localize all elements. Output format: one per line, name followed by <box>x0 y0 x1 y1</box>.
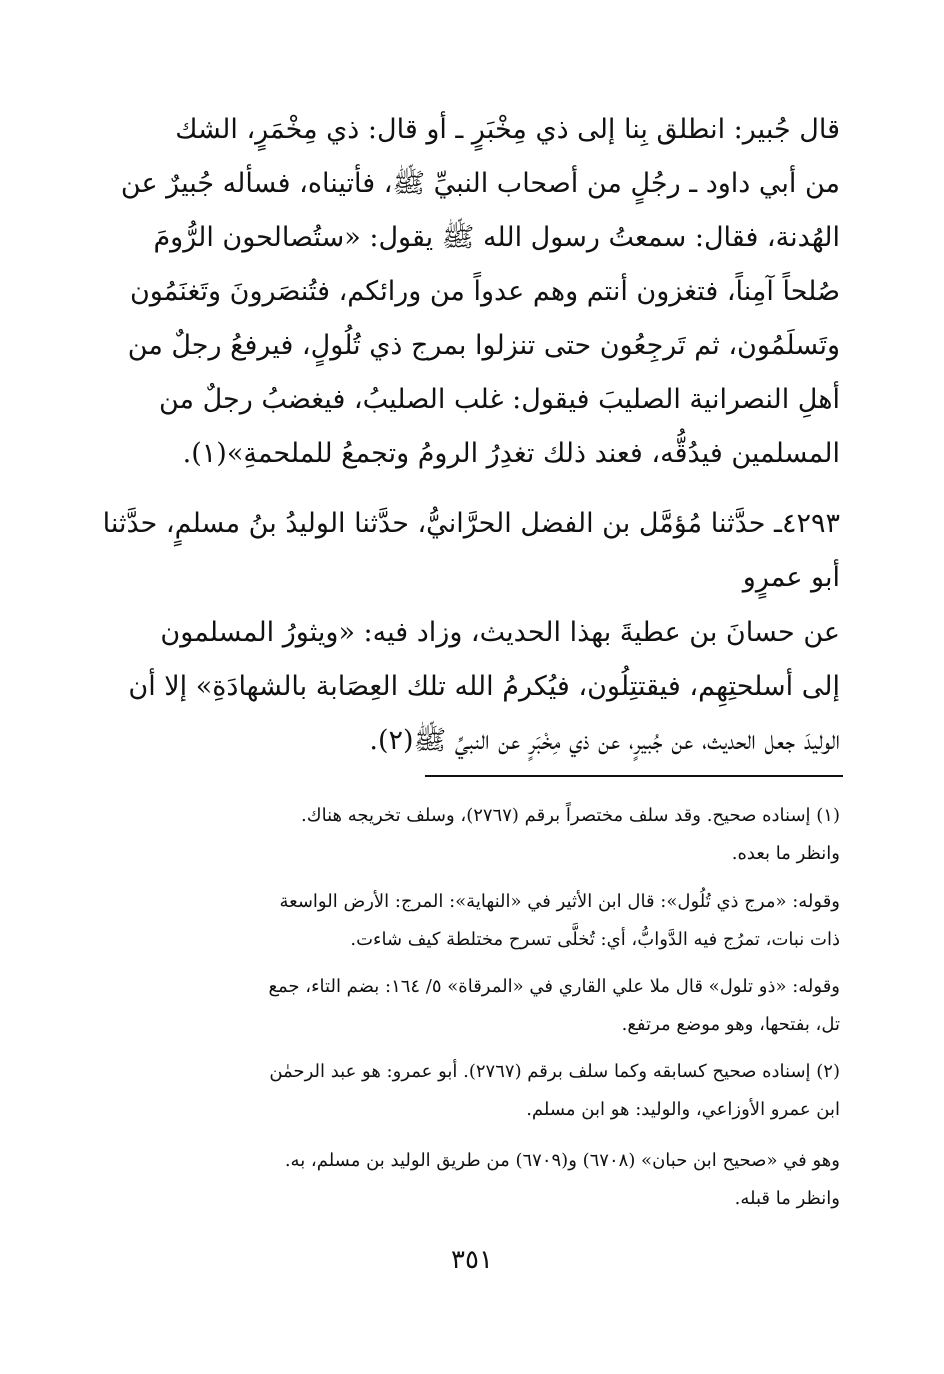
footnote-line: وقوله: «ذو تلول» قال ملا علي القاري في «المرقاة» ٥/ ١٦٤: بضم التاء، جمع <box>268 976 840 997</box>
footnote-line: تل، بفتحها، وهو موضع مرتفع. <box>621 1014 840 1035</box>
hadith-paragraph-1 <box>100 103 840 481</box>
footnote-divider <box>425 775 843 777</box>
text-line: ٤٢٩٣ـ حدَّثنا مُؤمَّل بن الفضل الحرَّانيُّ، حدَّثنا الوليدُ بنُ مسلمٍ، حدَّثنا <box>102 508 840 539</box>
footnote-line: وقوله: «مرج ذي تُلُول»: قال ابن الأثير في «النهاية»: المرج: الأرض الواسعة <box>279 891 840 912</box>
footnote-2 <box>110 1053 840 1129</box>
text-line: عن حسانَ بن عطيةَ بهذا الحديث، وزاد فيه: «ويثورُ المسلمون <box>160 617 840 648</box>
text-line: أبو عمرٍو <box>742 562 840 593</box>
footnote-1-marj <box>110 883 840 959</box>
page-number: ٣٥١ <box>451 1245 493 1275</box>
footnote-line: وانظر ما قبله. <box>734 1188 840 1209</box>
text-line: وتَسلَمُون، ثم تَرجِعُون حتى تنزلوا بمرج ذي تُلُولٍ، فيرفعُ رجلٌ من <box>127 330 840 361</box>
footnote-line: (١) إسناده صحيح. وقد سلف مختصراً برقم (٢٧٦٧)، وسلف تخريجه هناك. <box>301 805 840 826</box>
text-line: الوليدَ جعل الحديث، عن جُبيرٍ، عن ذي مِخْبَرٍ عن النبيِّ ﷺ(٢). <box>369 725 840 756</box>
text-line: قال جُبير: انطلق بِنا إلى ذي مِخْبَرٍ ـ أو قال: ذي مِخْمَرٍ، الشك <box>175 114 840 145</box>
hadith-paragraph-3 <box>100 606 840 768</box>
footnote-line: (٢) إسناده صحيح كسابقه وكما سلف برقم (٢٧٦٧). أبو عمرو: هو عبد الرحمٰن <box>269 1061 840 1082</box>
footnote-1-tulul <box>110 968 840 1044</box>
text-line: صُلحاً آمِناً، فتغزون أنتم وهم عدواً من ورائكم، فتُنصَرونَ وتَغنَمُون <box>129 276 840 307</box>
hadith-paragraph-4293 <box>100 497 840 605</box>
footnote-line: ابن عمرو الأوزاعي، والوليد: هو ابن مسلم. <box>526 1099 840 1120</box>
footnote-1 <box>110 797 840 873</box>
text-line: إلى أسلحتِهِم، فيقتتِلُون، فيُكرمُ الله تلك العِصَابة بالشهادَةِ» إلا أن <box>128 671 840 702</box>
text-line: المسلمين فيدُقُّه، فعند ذلك تغدِرُ الرومُ وتجمعُ للملحمةِ»(١). <box>182 438 840 469</box>
footnote-2-ibn-hibban <box>110 1142 840 1218</box>
footnote-line: وانظر ما بعده. <box>731 843 840 864</box>
text-line: أهلِ النصرانية الصليبَ فيقول: غلب الصليبُ، فيغضبُ رجلٌ من <box>158 384 840 415</box>
footnote-line: ذات نبات، تمرُج فيه الدَّوابُّ، أي: تُخلَّى تسرح مختلطة كيف شاءت. <box>350 929 840 950</box>
footnote-line: وهو في «صحيح ابن حبان» (٦٧٠٨) و(٦٧٠٩) من طريق الوليد بن مسلم، به. <box>284 1150 840 1171</box>
text-line: الهُدنة، فقال: سمعتُ رسول الله ﷺ يقول: «ستُصالحون الرُّومَ <box>153 222 840 253</box>
text-line: من أبي داود ـ رجُلٍ من أصحاب النبيِّ ﷺ، فأتيناه، فسأله جُبيرٌ عن <box>120 168 840 199</box>
